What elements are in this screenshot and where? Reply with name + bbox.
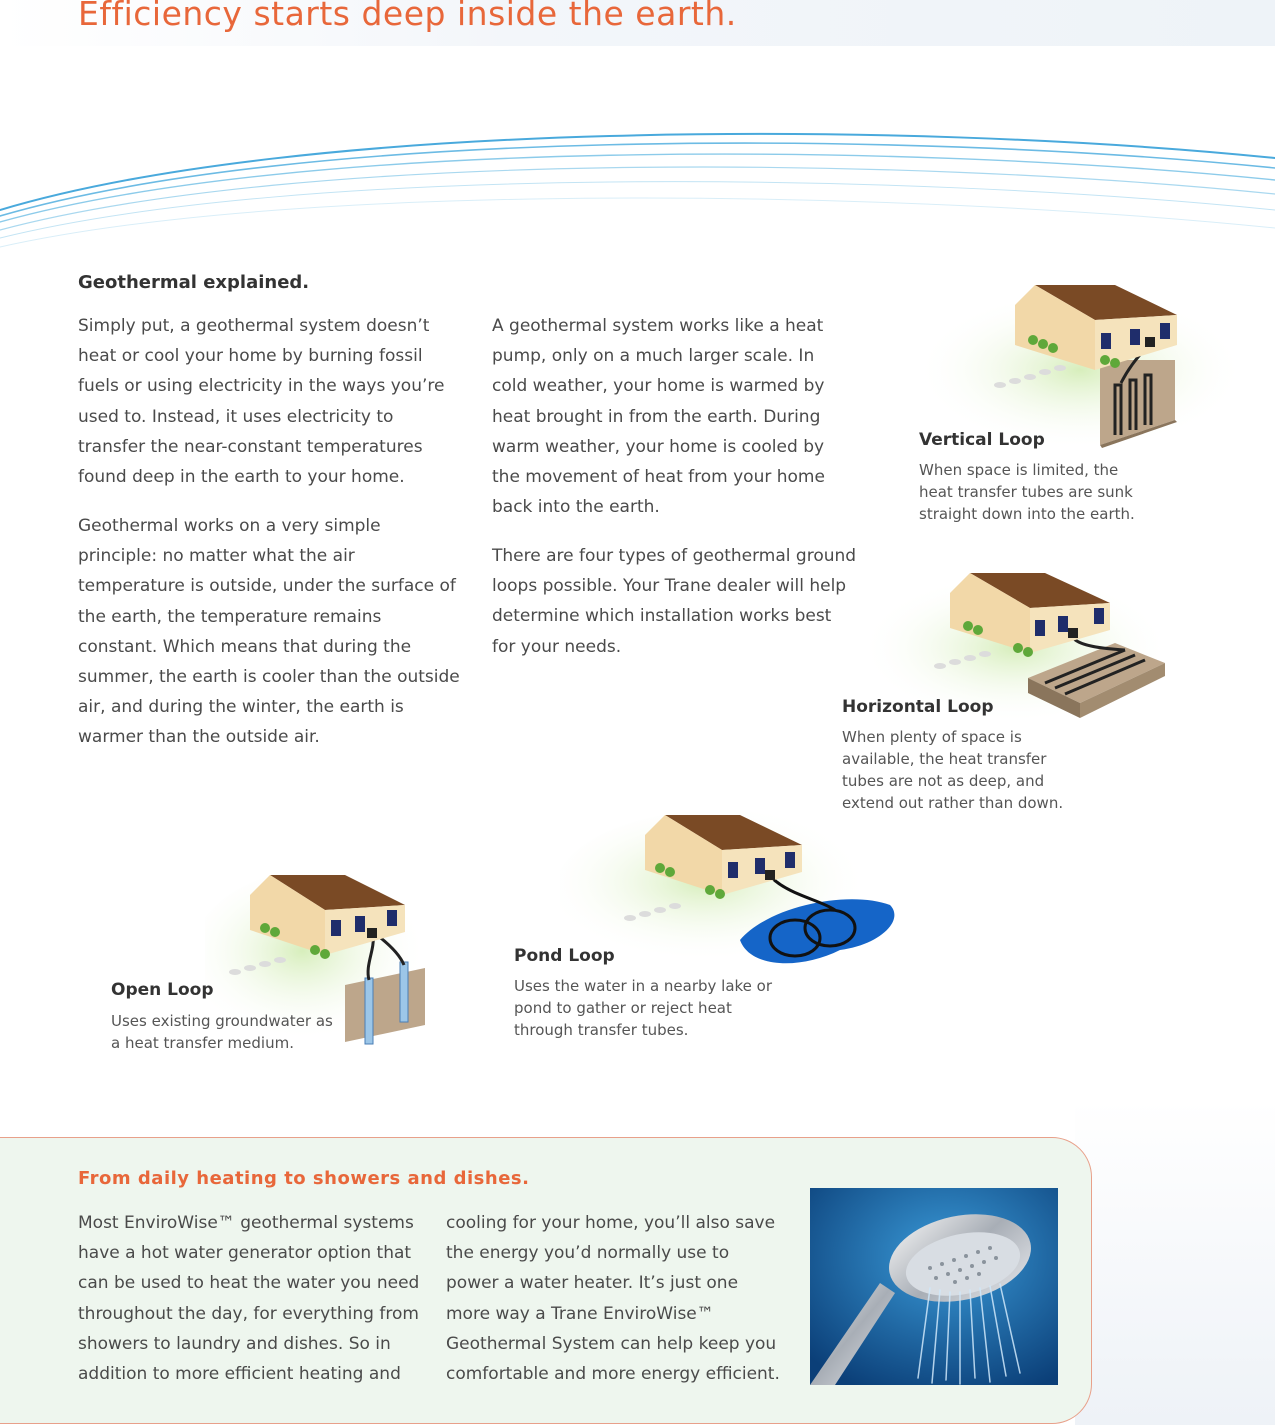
horizontal-loop-description: When plenty of space is available, the heat transfer tubes are not as deep, and extend out rather than down. [842, 728, 1064, 812]
page-title: Efficiency starts deep inside the earth. [78, 0, 737, 33]
hot-water-col1: Most EnviroWise™ geothermal systems have a hot water generator option that can be used to heat the water you need throughout the day, for everything from showers to laundry and dishes. So in addition to more efficient heating and [78, 1213, 420, 1385]
horizontal-loop-title: Horizontal Loop [842, 697, 994, 717]
geothermal-col1-paragraph-2: Geothermal works on a very simple principle: no matter what the air temperature is outside, under the surface of the earth, the temperature remains constant. Which means that during the summer, the earth is cooler than the outside air, and during the winter, the earth is warmer than the outside air. [78, 516, 460, 748]
open-loop-description: Uses existing groundwater as a heat transfer medium. [111, 1012, 333, 1052]
vertical-loop-illustration [915, 275, 1245, 450]
vertical-loop-description: When space is limited, the heat transfer tubes are sunk straight down into the earth. [919, 461, 1135, 523]
hot-water-heading: From daily heating to showers and dishes. [78, 1168, 530, 1189]
open-loop-title: Open Loop [111, 980, 214, 1000]
geothermal-heading: Geothermal explained. [78, 272, 310, 293]
hot-water-col2: cooling for your home, you’ll also save the energy you’d normally use to power a water heater. It’s just one more way a Trane EnviroWise™ Geothermal System can help keep you comfortable and more energy efficient. [446, 1213, 780, 1385]
geothermal-col1-paragraph-1: Simply put, a geothermal system doesn’t heat or cool your home by burning fossil fuels or using electricity in the ways you’re used to. Instead, it uses electricity to transfer the near-constant temperatures found deep in the earth to your home. [78, 316, 445, 488]
vertical-loop-title: Vertical Loop [919, 430, 1045, 450]
shower-head-photo [810, 1188, 1058, 1385]
pond-loop-description: Uses the water in a nearby lake or pond to gather or reject heat through transfer tubes. [514, 977, 773, 1039]
geothermal-col2-paragraph-1: A geothermal system works like a heat pump, only on a much larger scale. In cold weather, your home is warmed by heat brought in from the earth. During warm weather, your home is cooled by the movement of heat from your home back into the earth. [492, 316, 825, 518]
decorative-swoosh [0, 110, 1275, 270]
right-background-band [1075, 1100, 1275, 1425]
geothermal-col2-paragraph-2: There are four types of geothermal ground loops possible. Your Trane dealer will help determine which installation works best for your needs. [492, 546, 857, 657]
pond-loop-title: Pond Loop [514, 946, 615, 966]
